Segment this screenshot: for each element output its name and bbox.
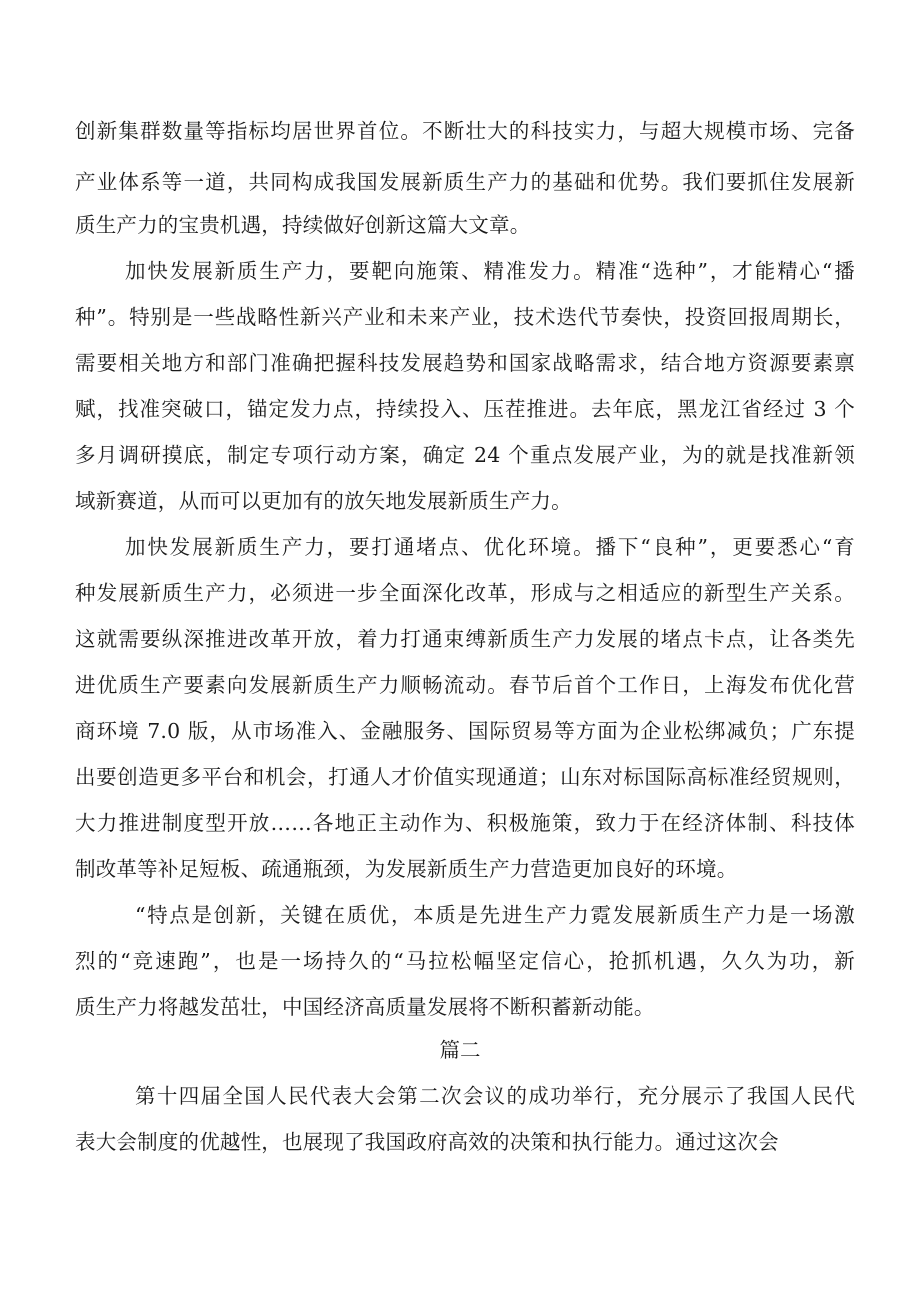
- paragraph-3-line-7: 大力推进制度型开放……各地正主动作为、积极施策，致力于在经济体制、科技体: [75, 811, 855, 835]
- paragraph-2-line-6: 域新赛道，从而可以更加有的放矢地发展新质生产力。: [75, 489, 572, 513]
- paragraph-2-line-1: 加快发展新质生产力，要靶向施策、精准发力。精准“选种”，才能精心“播: [125, 259, 855, 283]
- paragraph-1-line-2: 产业体系等一道，共同构成我国发展新质生产力的基础和优势。我们要抓住发展新: [75, 170, 855, 194]
- paragraph-1-line-1: 创新集群数量等指标均居世界首位。不断壮大的科技实力，与超大规模市场、完备: [75, 119, 855, 143]
- paragraph-3-line-4: 进优质生产要素向发展新质生产力顺畅流动。春节后首个工作日，上海发布优化营: [75, 673, 855, 697]
- paragraph-5-line-2: 表大会制度的优越性，也展现了我国政府高效的决策和执行能力。通过这次会: [75, 1130, 779, 1154]
- paragraph-2-line-2: 种”。特别是一些战略性新兴产业和未来产业，技术迭代节奏快，投资回报周期长，: [75, 305, 855, 329]
- paragraph-5-line-1: 第十四届全国人民代表大会第二次会议的成功举行，充分展示了我国人民代: [135, 1084, 855, 1108]
- paragraph-4-line-1: “特点是创新，关键在质优，本质是先进生产力霓发展新质生产力是一场激: [135, 903, 855, 927]
- paragraph-3-line-5: 商环境 7.0 版，从市场准入、金融服务、国际贸易等方面为企业松绑减负；广东提: [75, 719, 855, 743]
- paragraph-2-line-3: 需要相关地方和部门准确把握科技发展趋势和国家战略需求，结合地方资源要素禀: [75, 351, 855, 375]
- paragraph-3-line-6: 出要创造更多平台和机会，打通人才价值实现通道；山东对标国际高标准经贸规则，: [75, 765, 855, 789]
- paragraph-2-line-5: 多月调研摸底，制定专项行动方案，确定 24 个重点发展产业，为的就是找准新领: [75, 443, 855, 467]
- paragraph-1-line-3: 质生产力的宝贵机遇，持续做好创新这篇大文章。: [75, 213, 531, 237]
- paragraph-4-line-3: 质生产力将越发茁壮，中国经济高质量发展将不断积蓄新动能。: [75, 995, 655, 1019]
- section-heading: 篇二: [439, 1038, 481, 1062]
- paragraph-3-line-2: 种发展新质生产力，必须进一步全面深化改革，形成与之相适应的新型生产关系。: [75, 581, 855, 605]
- paragraph-3-line-1: 加快发展新质生产力，要打通堵点、优化环境。播下“良种”，更要悉心“育: [125, 535, 855, 559]
- paragraph-3-line-8: 制改革等补足短板、疏通瓶颈，为发展新质生产力营造更加良好的环境。: [75, 857, 738, 881]
- paragraph-2-line-4: 赋，找准突破口，锚定发力点，持续投入、压茬推进。去年底，黑龙江省经过 3 个: [75, 397, 855, 421]
- paragraph-4-line-2: 烈的“竞速跑”，也是一场持久的“马拉松幅坚定信心，抢抓机遇，久久为功，新: [75, 949, 855, 973]
- paragraph-3-line-3: 这就需要纵深推进改革开放，着力打通束缚新质生产力发展的堵点卡点，让各类先: [75, 627, 855, 651]
